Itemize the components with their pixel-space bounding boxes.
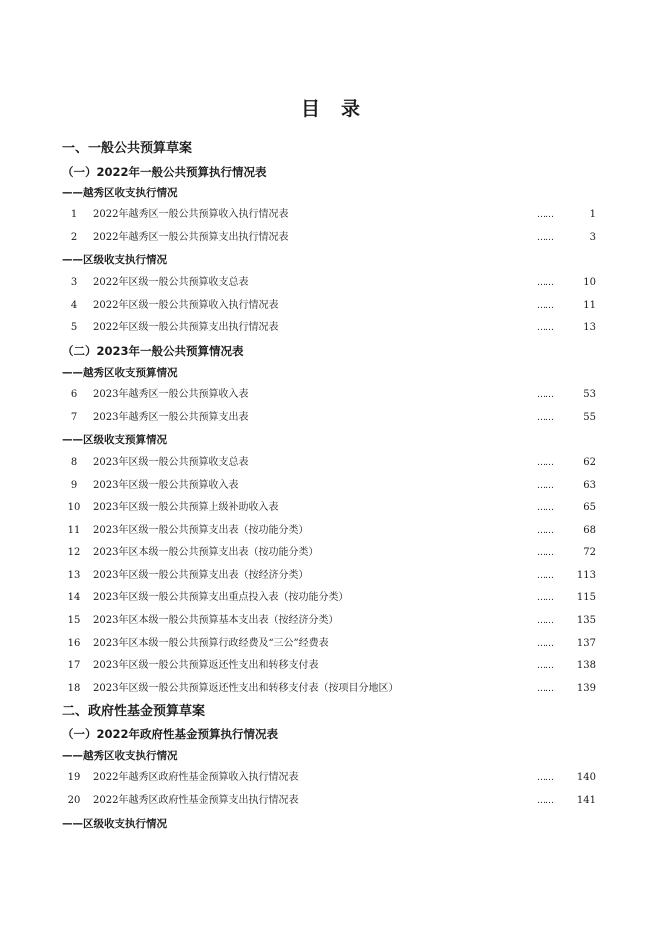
toc-item-page: 11 bbox=[583, 300, 596, 311]
toc-item[interactable] bbox=[0, 520, 662, 542]
toc-item-page: 63 bbox=[583, 480, 596, 491]
toc-item-title: 2023年区级一般公共预算收支总表 bbox=[93, 457, 249, 468]
toc-item-number: 5 bbox=[70, 322, 78, 333]
toc-item[interactable] bbox=[0, 790, 662, 812]
toc-item-leader: …… bbox=[537, 481, 553, 491]
toc-item-number: 13 bbox=[67, 570, 81, 581]
page-title: 目 录 bbox=[300, 98, 361, 120]
toc-item-leader: …… bbox=[537, 639, 553, 649]
toc-item-leader: …… bbox=[537, 661, 553, 671]
toc-item-page: 140 bbox=[576, 772, 596, 783]
group-heading-1-2-1: ——越秀区收支预算情况 bbox=[62, 367, 178, 379]
toc-item-page: 10 bbox=[583, 277, 596, 288]
toc-item-page: 139 bbox=[576, 683, 596, 694]
toc-item-leader: …… bbox=[537, 796, 553, 806]
toc-item-number: 2 bbox=[70, 232, 78, 243]
toc-item-title: 2022年区级一般公共预算支出执行情况表 bbox=[93, 322, 279, 333]
toc-item-title: 2023年越秀区一般公共预算支出表 bbox=[93, 412, 249, 423]
toc-item-leader: …… bbox=[537, 684, 553, 694]
toc-item[interactable] bbox=[0, 407, 662, 429]
toc-item[interactable] bbox=[0, 384, 662, 406]
toc-item-leader: …… bbox=[537, 278, 553, 288]
toc-item-leader: …… bbox=[537, 323, 553, 333]
toc-item-number: 19 bbox=[67, 772, 81, 783]
toc-item-title: 2023年区级一般公共预算支出表（按功能分类） bbox=[93, 525, 309, 536]
toc-item[interactable] bbox=[0, 204, 662, 226]
toc-item-number: 8 bbox=[70, 457, 78, 468]
toc-item-page: 138 bbox=[576, 660, 596, 671]
toc-item-leader: …… bbox=[537, 616, 553, 626]
toc-item-leader: …… bbox=[537, 301, 553, 311]
subsection-heading-1-2: （二）2023年一般公共预算情况表 bbox=[62, 344, 244, 358]
toc-item-title: 2022年区级一般公共预算收支总表 bbox=[93, 277, 249, 288]
toc-item-title: 2023年区级一般公共预算支出表（按经济分类） bbox=[93, 570, 309, 581]
toc-item-title: 2022年越秀区一般公共预算收入执行情况表 bbox=[93, 209, 289, 220]
toc-item-number: 3 bbox=[70, 277, 78, 288]
group-heading-1-1-2: ——区级收支执行情况 bbox=[62, 254, 167, 266]
toc-item-leader: …… bbox=[537, 233, 553, 243]
toc-item-page: 62 bbox=[583, 457, 596, 468]
toc-item[interactable] bbox=[0, 542, 662, 564]
toc-item-number: 7 bbox=[70, 412, 78, 423]
toc-item-leader: …… bbox=[537, 526, 553, 536]
toc-item-number: 6 bbox=[70, 389, 78, 400]
toc-item-page: 113 bbox=[576, 570, 596, 581]
toc-item[interactable] bbox=[0, 565, 662, 587]
group-heading-1-1-1: ——越秀区收支执行情况 bbox=[62, 187, 178, 199]
toc-item-page: 115 bbox=[576, 592, 596, 603]
toc-item-leader: …… bbox=[537, 571, 553, 581]
toc-item-page: 1 bbox=[589, 209, 596, 220]
toc-item[interactable] bbox=[0, 497, 662, 519]
toc-item-title: 2022年越秀区政府性基金预算收入执行情况表 bbox=[93, 772, 299, 783]
toc-item[interactable] bbox=[0, 272, 662, 294]
toc-item-title: 2023年区本级一般公共预算基本支出表（按经济分类） bbox=[93, 615, 339, 626]
toc-item-title: 2022年越秀区政府性基金预算支出执行情况表 bbox=[93, 795, 299, 806]
toc-item-page: 141 bbox=[576, 795, 596, 806]
toc-item[interactable] bbox=[0, 587, 662, 609]
toc-item-number: 9 bbox=[70, 480, 78, 491]
group-heading-2-1-1: ——越秀区收支执行情况 bbox=[62, 750, 178, 762]
section-heading-2: 二、政府性基金预算草案 bbox=[62, 704, 206, 719]
toc-item[interactable] bbox=[0, 655, 662, 677]
toc-item-title: 2022年越秀区一般公共预算支出执行情况表 bbox=[93, 232, 289, 243]
subsection-heading-1-1: （一）2022年一般公共预算执行情况表 bbox=[62, 165, 267, 179]
toc-item-page: 53 bbox=[583, 389, 596, 400]
toc-item-number: 1 bbox=[70, 209, 78, 220]
toc-item[interactable] bbox=[0, 452, 662, 474]
toc-item-number: 4 bbox=[70, 300, 78, 311]
toc-item-leader: …… bbox=[537, 548, 553, 558]
toc-item-page: 3 bbox=[589, 232, 596, 243]
toc-item[interactable] bbox=[0, 295, 662, 317]
toc-item-title: 2023年区级一般公共预算返还性支出和转移支付表 bbox=[93, 660, 319, 671]
toc-item-page: 13 bbox=[583, 322, 596, 333]
toc-item-number: 10 bbox=[67, 502, 81, 513]
toc-item-page: 72 bbox=[583, 547, 596, 558]
toc-item-leader: …… bbox=[537, 210, 553, 220]
toc-item-title: 2022年区级一般公共预算收入执行情况表 bbox=[93, 300, 279, 311]
toc-item[interactable] bbox=[0, 767, 662, 789]
group-heading-1-2-2: ——区级收支预算情况 bbox=[62, 434, 167, 446]
toc-item-leader: …… bbox=[537, 390, 553, 400]
toc-item-title: 2023年越秀区一般公共预算收入表 bbox=[93, 389, 249, 400]
toc-item-page: 68 bbox=[583, 525, 596, 536]
toc-item[interactable] bbox=[0, 317, 662, 339]
toc-item-title: 2023年区本级一般公共预算支出表（按功能分类） bbox=[93, 547, 319, 558]
section-heading-1: 一、一般公共预算草案 bbox=[62, 141, 193, 156]
toc-item-number: 18 bbox=[67, 683, 81, 694]
toc-item-number: 12 bbox=[67, 547, 81, 558]
toc-item[interactable] bbox=[0, 633, 662, 655]
toc-item-title: 2023年区级一般公共预算收入表 bbox=[93, 480, 239, 491]
toc-item-leader: …… bbox=[537, 503, 553, 513]
toc-item-title: 2023年区级一般公共预算上级补助收入表 bbox=[93, 502, 279, 513]
toc-item-page: 65 bbox=[583, 502, 596, 513]
toc-item-title: 2023年区级一般公共预算支出重点投入表（按功能分类） bbox=[93, 592, 349, 603]
subsection-heading-2-1: （一）2022年政府性基金预算执行情况表 bbox=[62, 727, 279, 741]
toc-item-number: 17 bbox=[67, 660, 81, 671]
toc-item-number: 16 bbox=[67, 638, 81, 649]
toc-item-title: 2023年区级一般公共预算返还性支出和转移支付表（按项目分地区） bbox=[93, 683, 399, 694]
toc-item-leader: …… bbox=[537, 458, 553, 468]
toc-item-page: 137 bbox=[576, 638, 596, 649]
toc-item[interactable] bbox=[0, 475, 662, 497]
toc-item-leader: …… bbox=[537, 773, 553, 783]
toc-item-number: 11 bbox=[67, 525, 81, 536]
toc-item-leader: …… bbox=[537, 593, 553, 603]
toc-item-page: 135 bbox=[576, 615, 596, 626]
toc-item-number: 14 bbox=[67, 592, 81, 603]
toc-item-title: 2023年区本级一般公共预算行政经费及“三公”经费表 bbox=[93, 638, 329, 649]
toc-item-page: 55 bbox=[583, 412, 596, 423]
toc-item-number: 20 bbox=[67, 795, 81, 806]
toc-item[interactable] bbox=[0, 610, 662, 632]
toc-item-leader: …… bbox=[537, 413, 553, 423]
toc-item[interactable] bbox=[0, 227, 662, 249]
group-heading-2-1-2: ——区级收支执行情况 bbox=[62, 818, 167, 830]
toc-item[interactable] bbox=[0, 678, 662, 700]
toc-item-number: 15 bbox=[67, 615, 81, 626]
